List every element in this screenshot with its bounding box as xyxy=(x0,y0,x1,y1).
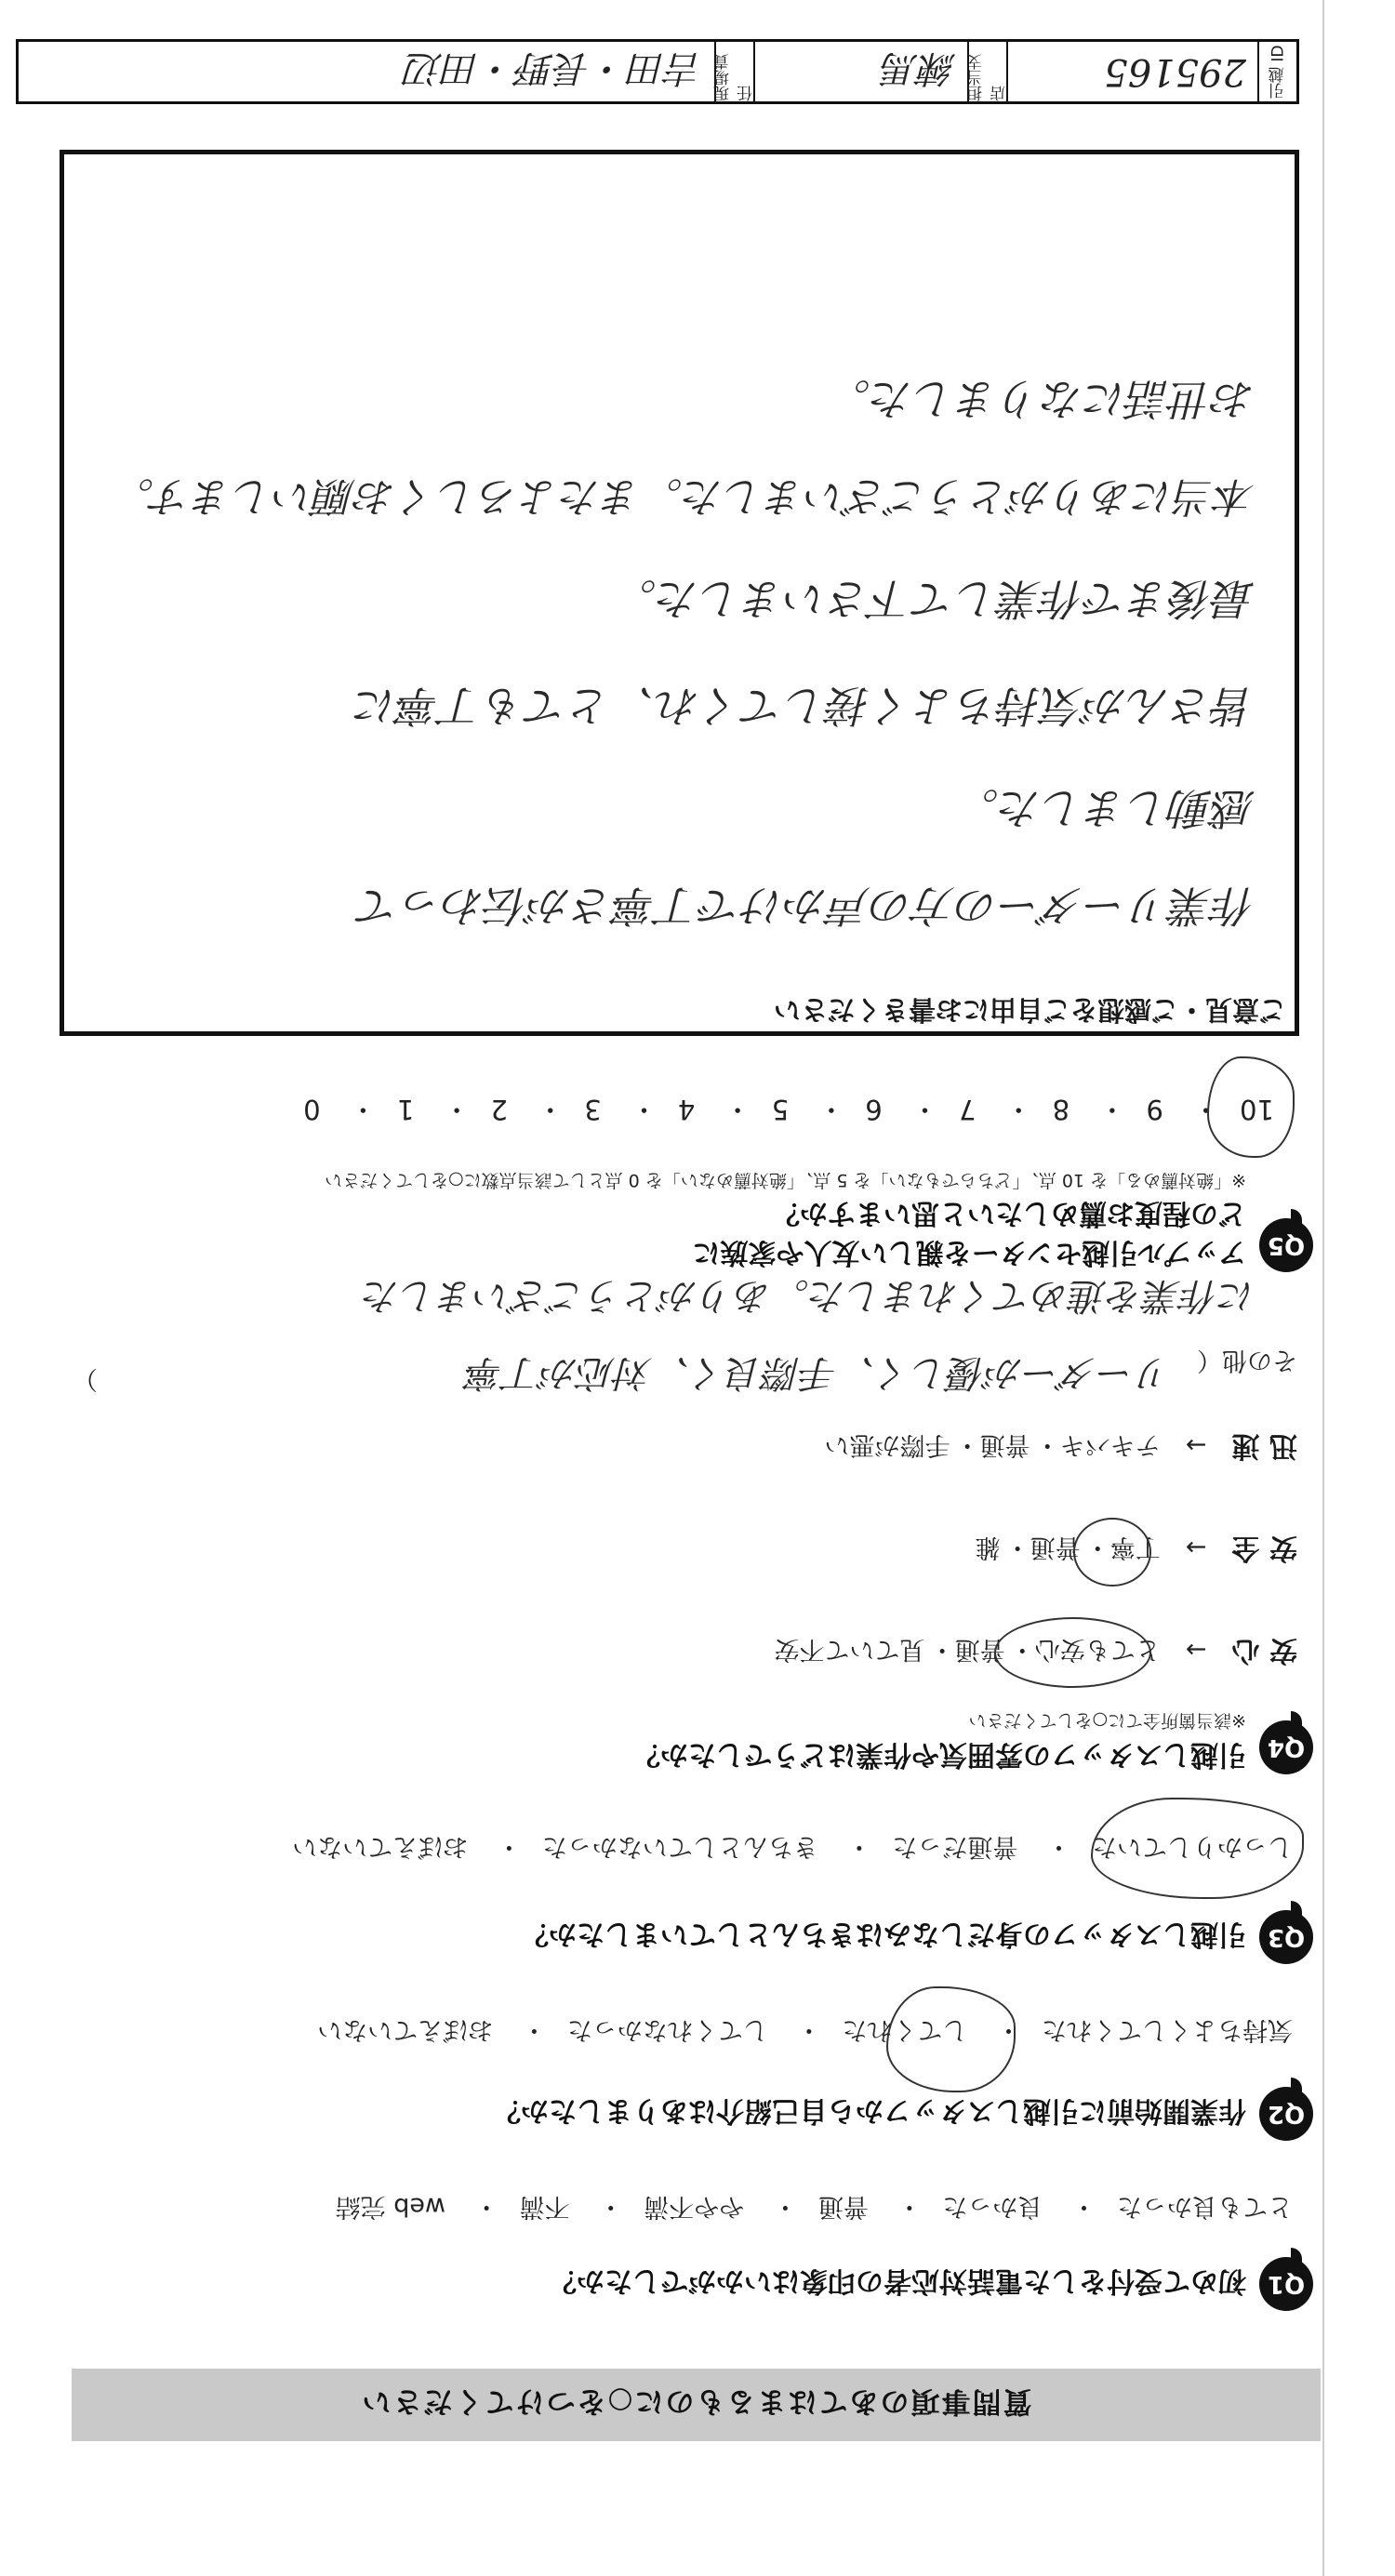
q5-note: ※「絶対薦める」を 10 点、「どちらでもない」を 5 点、「絶対薦めない」を 0 点として該当点数に○をしてください xyxy=(325,1170,1246,1190)
q3-badge: Q3 xyxy=(1259,1910,1313,1964)
q2-choice[interactable]: おぼえていない xyxy=(317,2015,494,2044)
staff-info-table xyxy=(16,39,1299,104)
q4-choice-selected[interactable]: 丁寧 xyxy=(1109,1533,1161,1561)
q4-choice[interactable]: 手際が悪い xyxy=(824,1430,950,1459)
q3-choices: しっかりしていた・ 普通だった・ きちんとしていなかった・ おぼえていない xyxy=(292,1832,1293,1861)
q4-other-handwriting-line: リーダーが優しく、手際良く、対応が丁寧 xyxy=(466,1351,1172,1394)
instruction-title: 質問事項のあてはまるものに○をつけてください xyxy=(360,2384,1032,2419)
q4-other-handwriting-line: に作業を進めてくれました。ありがとうございました xyxy=(363,1274,1256,1317)
q4-anzen-selection-mark xyxy=(1073,1518,1151,1587)
q4-choice[interactable]: テキパキ xyxy=(1059,1430,1161,1459)
q4-other-close: ） xyxy=(73,1364,98,1393)
q4-row-label: 安 心 xyxy=(1231,1634,1297,1666)
comment-handwriting-line: 感動しました。 xyxy=(956,783,1256,833)
q5-score[interactable]: 3 xyxy=(584,1094,602,1125)
q2-badge: Q2 xyxy=(1259,2087,1313,2141)
moving-id-value: 295165 xyxy=(1006,42,1257,101)
branch-label: 担当支店 xyxy=(967,42,1006,101)
q3-choice[interactable]: きちんとしていなかった xyxy=(541,1832,818,1861)
q1-badge: Q1 xyxy=(1259,2257,1313,2311)
q4-choice[interactable]: 普通 xyxy=(979,1430,1030,1459)
q4-choice[interactable]: 普通 xyxy=(954,1635,1005,1664)
q4-other-label: その他（ xyxy=(1197,1346,1297,1374)
q5-score[interactable]: 1 xyxy=(396,1094,415,1125)
q5-question-line2: どの程度お薦めしたいと思いますか？ xyxy=(772,1197,1246,1229)
comment-handwriting-line: 本当にありがとうございました。またよろしくお願いします。 xyxy=(113,472,1256,520)
q5-score[interactable]: 4 xyxy=(677,1094,696,1125)
q4-question: 引越しスタッフの雰囲気や作業はどうでしたか？ xyxy=(632,1738,1246,1771)
comment-handwriting-line: お世話になりました。 xyxy=(828,374,1256,424)
comment-handwriting-line: 皆さんが気持ちよく接してくれ、とても丁寧に xyxy=(354,681,1256,731)
q2-choices: 気持ちよくしてくれた・ してくれた・ してくれなかった・ おぼえていない xyxy=(317,2015,1293,2044)
instruction-header xyxy=(72,2369,1321,2441)
q1-choice[interactable]: とても良かった xyxy=(1117,2192,1293,2221)
q5-score[interactable]: 5 xyxy=(771,1094,790,1125)
q4-note: ※該当箇所全てに○をしてください xyxy=(968,1710,1246,1731)
q4-badge: Q4 xyxy=(1259,1720,1313,1774)
comment-handwriting-line: 作業リーダーの方の声かけで丁寧さが伝わって xyxy=(357,881,1256,931)
q4-row-anshin: 安 心 → とても安心・ 普通・ 見ていて不安 xyxy=(774,1634,1297,1666)
q5-score[interactable]: 6 xyxy=(865,1094,883,1125)
q5-score[interactable]: 7 xyxy=(959,1094,976,1125)
q5-score[interactable]: 9 xyxy=(1146,1094,1163,1125)
q4-row-jinsoku: 迅 速 → テキパキ・ 普通・ 手際が悪い xyxy=(824,1429,1297,1462)
q2-selection-mark xyxy=(886,1986,1016,2092)
q2-question: 作業開始前に引越しスタッフから自己紹介はありましたか？ xyxy=(493,2094,1246,2127)
comment-handwriting-line: 最後まで作業して下さいました。 xyxy=(614,574,1256,624)
q5-badge: Q5 xyxy=(1259,1218,1313,1272)
q3-choice[interactable]: 普通だった xyxy=(892,1832,1018,1861)
q5-score[interactable]: 0 xyxy=(303,1094,321,1125)
q1-choice[interactable]: 普通 xyxy=(817,2192,869,2221)
leader-label: 現場責任 xyxy=(714,42,753,101)
q5-scale: 10・ 9・ 8・ 7・ 6・ 5・ 4・ 3・ 2・ 1・ 0 xyxy=(303,1094,1274,1125)
q3-choice[interactable]: おぼえていない xyxy=(292,1832,469,1861)
q2-choice[interactable]: 気持ちよくしてくれた xyxy=(1042,2015,1293,2044)
q5-question-line1: アップル引越センターを親しい友人や家族に xyxy=(692,1236,1246,1268)
q3-choice-selected[interactable]: しっかりしていた xyxy=(1092,1832,1293,1861)
q1-question: 初めて受付をした電話対応者の印象はいかがでしたか？ xyxy=(549,2264,1246,2297)
q4-choice-selected[interactable]: とても安心 xyxy=(1034,1635,1161,1664)
q4-row-label: 迅 速 xyxy=(1231,1429,1297,1462)
q1-choice[interactable]: やや不満 xyxy=(644,2192,745,2221)
moving-id-label: 引越 ID xyxy=(1257,42,1296,101)
q3-selection-mark xyxy=(1091,1798,1304,1899)
q1-choice[interactable]: 良かった xyxy=(942,2192,1043,2221)
q4-row-anzen: 安 全 → 丁寧・ 普通・ 雑 xyxy=(975,1532,1297,1564)
q4-choice[interactable]: 普通 xyxy=(1030,1533,1081,1561)
q1-choice[interactable]: web 完結 xyxy=(335,2192,446,2221)
q3-question: 引越しスタッフの身だしなみはきちんとしていましたか？ xyxy=(521,1918,1246,1950)
q5-score[interactable]: 8 xyxy=(1052,1094,1070,1125)
q2-choice-selected[interactable]: してくれた xyxy=(842,2015,968,2044)
q4-row-label: 安 全 xyxy=(1231,1532,1297,1564)
q5-score[interactable]: 2 xyxy=(490,1094,509,1125)
comment-heading: ご意見・ご感想をご自由にお書きください xyxy=(773,994,1286,1026)
q4-choice[interactable]: 見ていて不安 xyxy=(774,1635,925,1664)
q1-choice[interactable]: 不満 xyxy=(519,2192,570,2221)
branch-value: 練馬 xyxy=(753,42,967,101)
q4-anshin-selection-mark xyxy=(994,1617,1151,1688)
q5-selection-mark xyxy=(1207,1056,1295,1158)
q1-choices: とても良かった・ 良かった・ 普通・ やや不満・ 不満・ web 完結 xyxy=(335,2192,1293,2221)
leader-value: 吉田・長野・田辺 xyxy=(405,46,703,90)
q4-choice[interactable]: 雑 xyxy=(975,1533,1001,1561)
q5-score-selected[interactable]: 10 xyxy=(1240,1094,1274,1125)
q2-choice[interactable]: してくれなかった xyxy=(566,2015,768,2044)
